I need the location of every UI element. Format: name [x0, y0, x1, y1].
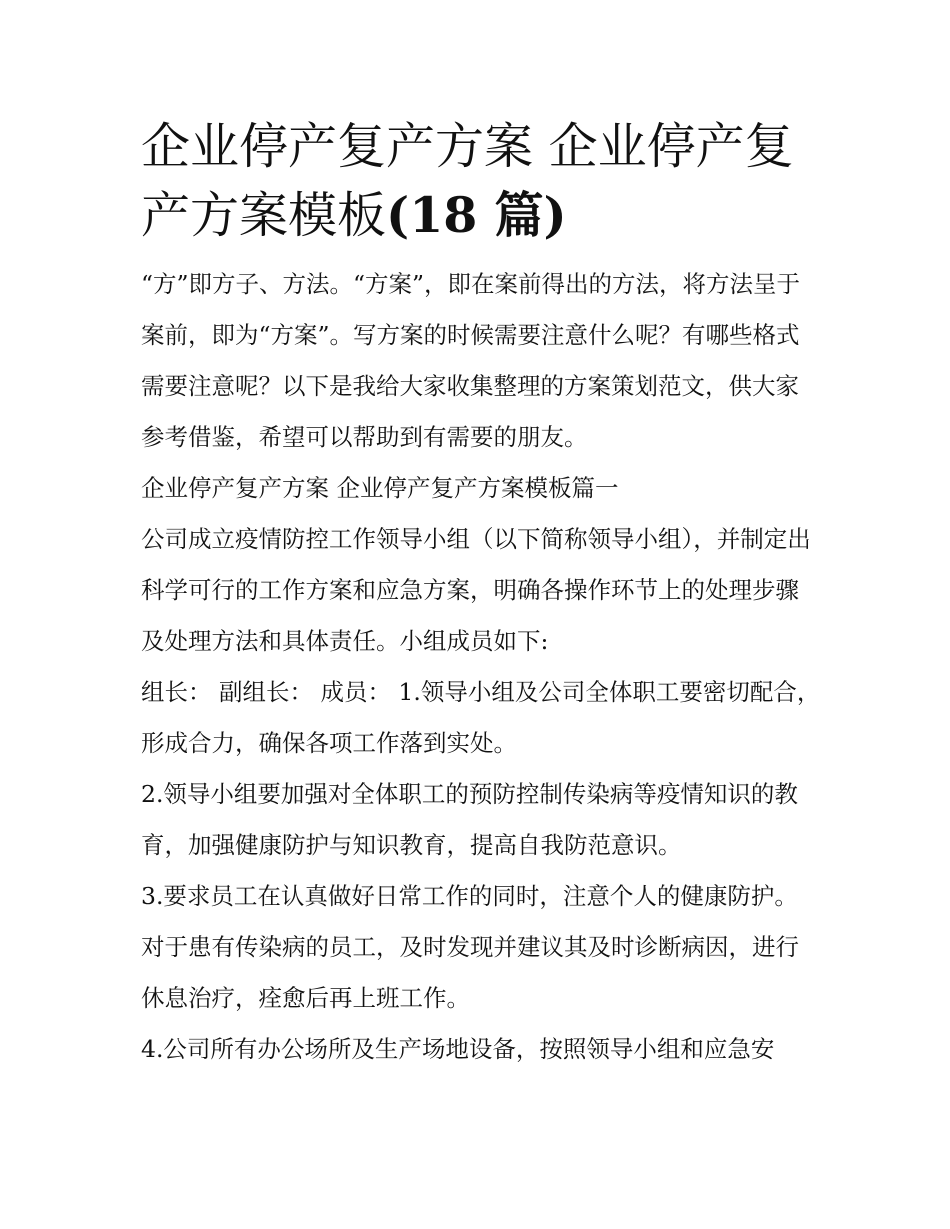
document-title	[141, 113, 821, 250]
document-body	[141, 113, 821, 1075]
list-item: 4.公司所有办公场所及生产场地设备，按照领导小组和应急安	[141, 1035, 775, 1063]
intro-paragraph: “方”即方子、方法。“方案”，即在案前得出的方法，将方法呈于案前，即为“方案”。写方案的时候需要注意什么呢？有哪些格式需要注意呢？以下是我给大家收集整理的方案策划范文，供大家参考借鉴，希望可以帮助到有需要的朋友。	[141, 270, 801, 451]
list-item: 2.领导小组要加强对全体职工的预防控制传染病等疫情知识的教育，加强健康防护与知识教育，提高自我防范意识。	[141, 780, 798, 859]
list-item: 3.要求员工在认真做好日常工作的同时，注意个人的健康防护。对于患有传染病的员工，及时发现并建议其及时诊断病因，进行休息治疗，痊愈后再上班工作。	[141, 882, 799, 1012]
body-paragraph: 公司成立疫情防控工作领导小组（以下简称领导小组），并制定出科学可行的工作方案和应急方案，明确各操作环节上的处理步骤及处理方法和具体责任。小组成员如下:	[141, 525, 811, 655]
section-heading: 企业停产复产方案 企业停产复产方案模板篇一	[141, 474, 619, 502]
title-suffix: (18 篇)	[386, 186, 567, 244]
title-main: 企业停产复产方案 企业停产复产方案模板	[141, 118, 794, 244]
list-item: 组长： 副组长： 成员： 1.领导小组及公司全体职工要密切配合，形成合力，确保各项工作落到实处。	[141, 678, 821, 757]
